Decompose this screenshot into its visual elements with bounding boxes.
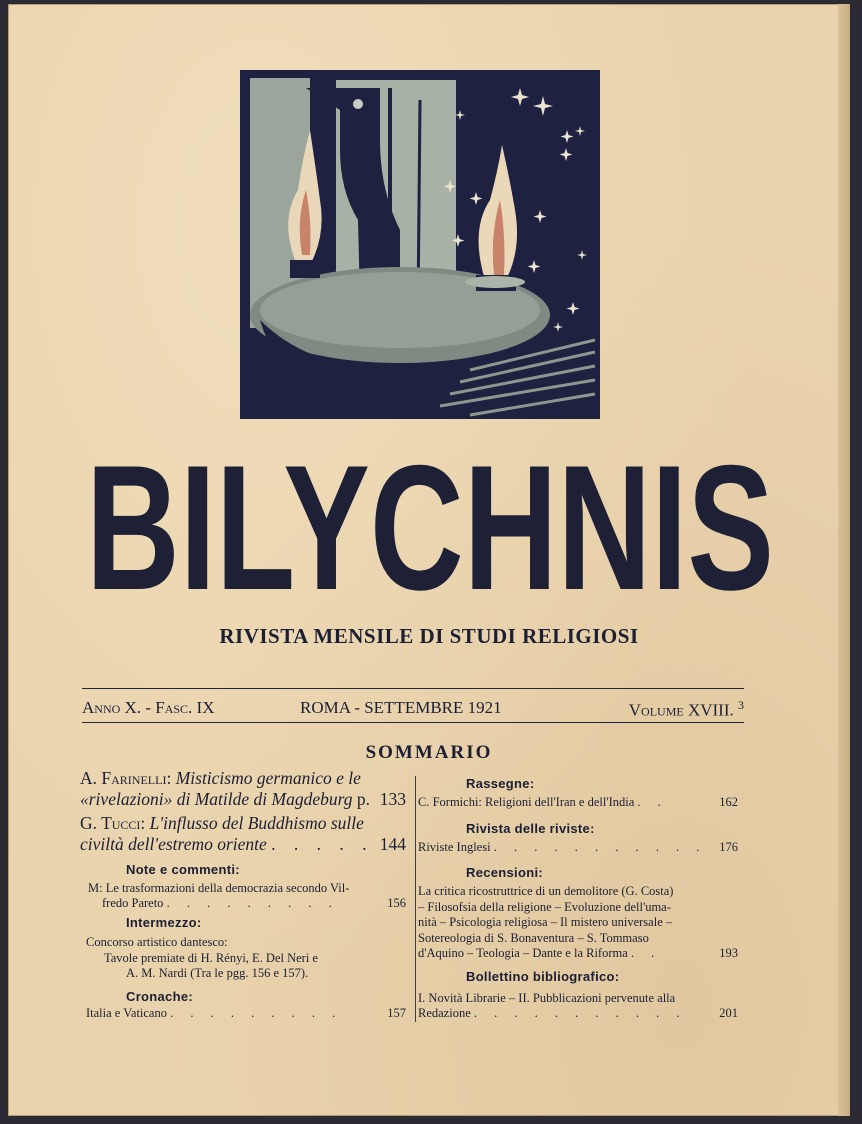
section-heading: Recensioni:: [466, 865, 543, 880]
toc-entry-cont: d'Aquino – Teologia – Dante e la Riforma . . 193: [418, 946, 738, 960]
contents-heading: SOMMARIO: [365, 742, 493, 763]
toc-entry: A. Farinelli: Misticismo germanico e le: [80, 768, 361, 788]
lamp-woodcut-illustration: [240, 70, 600, 419]
toc-entry-cont: A. M. Nardi (Tra le pgg. 156 e 157).: [126, 966, 309, 980]
issue-place-date: ROMA - SETTEMBRE 1921: [300, 698, 502, 717]
section-heading: Rivista delle riviste:: [466, 821, 595, 836]
page-edge: [838, 4, 850, 1116]
toc-entry-cont: Tavole premiate di H. Rényi, E. Del Neri e: [104, 951, 318, 965]
section-heading: Note e commenti:: [126, 862, 240, 877]
toc-entry-cont: – Filosofsia della religione – Evoluzione dell'uma-: [418, 900, 671, 914]
masthead-title-text: BILYCHNIS: [86, 444, 774, 604]
toc-entry-cont: Sotereologia di S. Bonaventura – S. Tommaso: [418, 931, 649, 945]
toc-entry: La critica ricostruttrice di un demolitore (G. Costa): [418, 884, 674, 898]
toc-entry: I. Novità Librarie – II. Pubblicazioni pervenute alla: [418, 991, 676, 1005]
magazine-cover: [8, 4, 850, 1116]
toc-entry: Riviste Inglesi . . . . . . . . . . . 176: [418, 840, 738, 854]
issue-rule-top: [82, 688, 744, 689]
section-heading: Cronache:: [126, 989, 193, 1004]
toc-entry-cont: fredo Pareto . . . . . . . . . 156: [102, 896, 406, 910]
section-heading: Intermezzo:: [126, 915, 202, 930]
toc-entry-cont: «rivelazioni» di Matilde di Magdeburg p. 133: [80, 789, 406, 809]
issue-anno: Anno X. - Fasc. IX: [82, 698, 215, 717]
masthead-subtitle: RIVISTA MENSILE DI STUDI RELIGIOSI: [219, 624, 639, 648]
masthead-title: [80, 444, 780, 604]
contents-left-column: [80, 768, 406, 1028]
toc-entry-cont: civiltà dell'estremo oriente . . . . . 144: [80, 834, 406, 854]
toc-entry: C. Formichi: Religioni dell'Iran e dell'India . . 162: [418, 795, 738, 809]
toc-entry: G. Tucci: L'influsso del Buddhismo sulle: [80, 813, 364, 833]
toc-entry-cont: Redazione . . . . . . . . . . . 201: [418, 1006, 738, 1020]
column-divider: [415, 776, 416, 1022]
section-heading: Bollettino bibliografico:: [466, 969, 620, 984]
issue-volume: Volume XVIII. $^3$: [628, 698, 744, 720]
section-heading: Rassegne:: [466, 776, 535, 791]
toc-entry: Italia e Vaticano . . . . . . . . . 157: [86, 1006, 406, 1020]
issue-rule-bottom: [82, 722, 744, 723]
toc-entry: Concorso artistico dantesco:: [86, 935, 228, 949]
contents-right-column: [418, 776, 738, 1026]
toc-entry: M: Le trasformazioni della democrazia secondo Vil-: [88, 881, 350, 895]
toc-entry-cont: nità – Psicologia religiosa – Il mistero universale –: [418, 915, 673, 929]
